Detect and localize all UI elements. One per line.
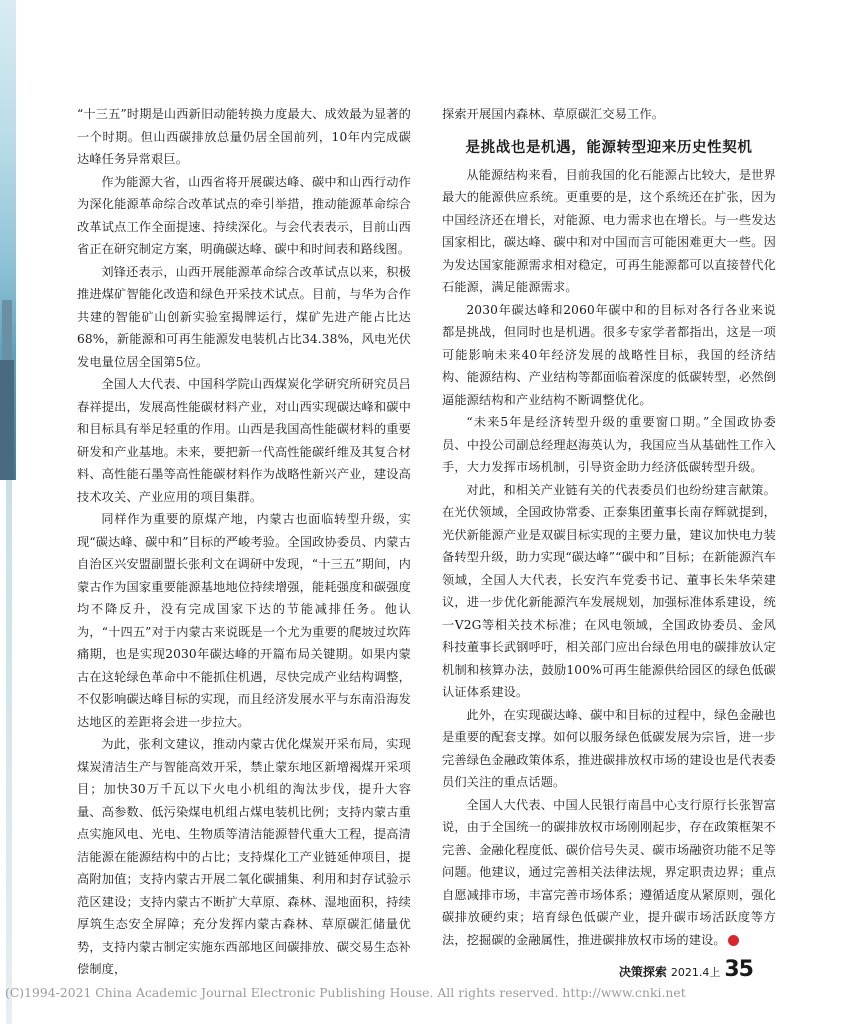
left-paragraph: 全国人大代表、中国科学院山西煤炭化学研究所研究员吕春祥提出，发展高性能碳材料产业，对山西实现碳达峰和碳中和目标具有举足轻重的作用。山西是我国高性能碳材料的重要研发和产业基地。未来，要把新一代高性能碳纤维及其复合材料、高性能石墨等高性能碳材料作为战略性新兴产业，建设高技术攻关、产业应用的项目集群。 xyxy=(77,377,411,504)
page-number: 35 xyxy=(724,957,753,982)
copyright-notice: (C)1994-2021 China Academic Journal Electronic Publishing House. All rights reserved. http://www.cnki.net xyxy=(5,986,686,1000)
right-paragraph: 对此，和相关产业链有关的代表委员们也纷纷建言献策。在光伏领域，全国政协常委、正泰集团董事长南存辉就提到，光伏新能源产业是双碳目标实现的主要力量，建议加快电力装备转型升级，助力实现“碳达峰”“碳中和”目标；在新能源汽车领域，全国人大代表，长安汽车党委书记、董事长朱华荣建议，进一步优化新能源汽车发展规划，加强标准体系建设，统一V2G等相关技术标准；在风电领域，全国政协委员、金风科技董事长武钢呼吁，相关部门应出台绿色用电的碳排放认定机制和核算办法，鼓励100%可再生能源供给园区的绿色低碳认证体系建设。 xyxy=(442,482,776,699)
left-paragraph: 刘锋还表示，山西开展能源革命综合改革试点以来，积极推进煤矿智能化改造和绿色开采技术试点。目前，与华为合作共建的智能矿山创新实验室揭牌运行，煤矿先进产能占比达68%，新能源和可再生能源发电装机占比34.38%，风电光伏发电量位居全国第5位。 xyxy=(77,264,411,369)
right-continued-paragraph: 探索开展国内森林、草原碳汇交易工作。 xyxy=(442,107,665,121)
side-photo-image xyxy=(0,0,16,480)
issue-label: 2021.4上 xyxy=(670,966,721,979)
left-paragraph: 作为能源大省，山西省将开展碳达峰、碳中和山西行动作为深化能源革命综合改革试点的牵引举措，推动能源革命综合改革试点工作全面提速、持续深化。与会代表表示，目前山西省正在研究制定方案，明确碳达峰、碳中和时间表和路线图。 xyxy=(77,174,411,256)
left-paragraph: 同样作为重要的原煤产地，内蒙古也面临转型升级，实现“碳达峰、碳中和”目标的严峻考验。全国政协委员、内蒙古自治区兴安盟副盟长张利文在调研中发现，“十三五”期间，内蒙古作为国家重要能源基地地位持续增强，能耗强度和碳强度均不降反升，没有完成国家下达的节能减排任务。他认为，“十四五”对于内蒙古来说既是一个尤为重要的爬坡过坎阵痛期，也是实现2030年碳达峰的开篇布局关键期。如果内蒙古在这轮绿色革命中不能抓住机遇，尽快完成产业结构调整，不仅影响碳达峰目标的实现，而且经济发展水平与东南沿海发达地区的差距将会进一步拉大。 xyxy=(77,512,411,729)
article-end-icon: ◆ xyxy=(728,935,739,946)
page-folio xyxy=(619,957,753,982)
left-paragraph: “十三五”时期是山西新旧动能转换力度最大、成效最为显著的一个时期。但山西碳排放总量仍居全国前列，10年内完成碳达峰任务异常艰巨。 xyxy=(77,107,411,166)
section-subheading: 是挑战也是机遇，能源转型迎来历史性契机 xyxy=(465,138,753,156)
right-paragraph: 从能源结构来看，目前我国的化石能源占比较大，是世界最大的能源供应系统。更重要的是，这个系统还在扩张，因为中国经济还在增长，对能源、电力需求也在增长。与一些发达国家相比，碳达峰、碳中和对中国而言可能困难更大一些。因为发达国家能源需求相对稳定，可再生能源都可以直接替代化石能源，满足能源需求。 xyxy=(442,167,776,294)
right-paragraph: 2030年碳达峰和2060年碳中和的目标对各行各业来说都是挑战，但同时也是机遇。很多专家学者都指出，这是一项可能影响未来40年经济发展的战略性目标，我国的经济结构、能源结构、产业结构等都面临着深度的低碳转型，必然倒逼能源结构和产业结构不断调整优化。 xyxy=(442,302,776,407)
right-paragraph: “未来5年是经济转型升级的重要窗口期。”全国政协委员、中投公司副总经理赵海英认为，我国应当从基础性工作入手，大力发挥市场机制，引导资金助力经济低碳转型升级。 xyxy=(442,415,776,474)
last-paragraph-text: 全国人大代表、中国人民银行南昌中心支行原行长张智富说，由于全国统一的碳排放权市场刚刚起步，存在政策框架不完善、金融化程度低、碳价信号失灵、碳市场融资功能不足等问题。他建议，通过完善相关法律法规，界定职责边界；重点自愿减排市场，丰富完善市场体系；遵循适度从紧原则，强化碳排放硬约束；培育绿色低碳产业，提升碳市场活跃度等方法，挖掘碳的金融属性，推进碳排放权市场的建设。 xyxy=(442,797,776,947)
side-strip-decoration xyxy=(6,480,12,1024)
magazine-name: 决策探索 xyxy=(618,965,667,979)
right-paragraph: 此外，在实现碳达峰、碳中和目标的过程中，绿色金融也是重要的配套支撑。如何以服务绿色低碳发展为宗旨，进一步完善绿色金融政策体系，推进碳排放权市场的建设也是代表委员们关注的重点话题。 xyxy=(442,707,776,789)
left-column xyxy=(77,103,411,981)
right-column xyxy=(442,103,776,951)
right-paragraph xyxy=(442,794,776,952)
left-paragraph: 为此，张利文建议，推动内蒙古优化煤炭开采布局，实现煤炭清洁生产与智能高效开采，禁止蒙东地区新增褐煤开采项目；加快30万千瓦以下火电小机组的淘汰步伐，提升大容量、高参数、低污染煤电机组占煤电装机比例；支持内蒙古重点实施风电、光电、生物质等清洁能源替代重大工程，提高清洁能源在能源结构中的占比；支持煤化工产业链延伸项目，提高附加值；支持内蒙古开展二氧化碳捕集、利用和封存试验示范区建设；支持内蒙古不断扩大草原、森林、湿地面积，持续厚筑生态安全屏障；充分发挥内蒙古森林、草原碳汇储量优势，支持内蒙古制定实施东西部地区间碳排放、碳交易生态补偿制度， xyxy=(77,737,411,976)
